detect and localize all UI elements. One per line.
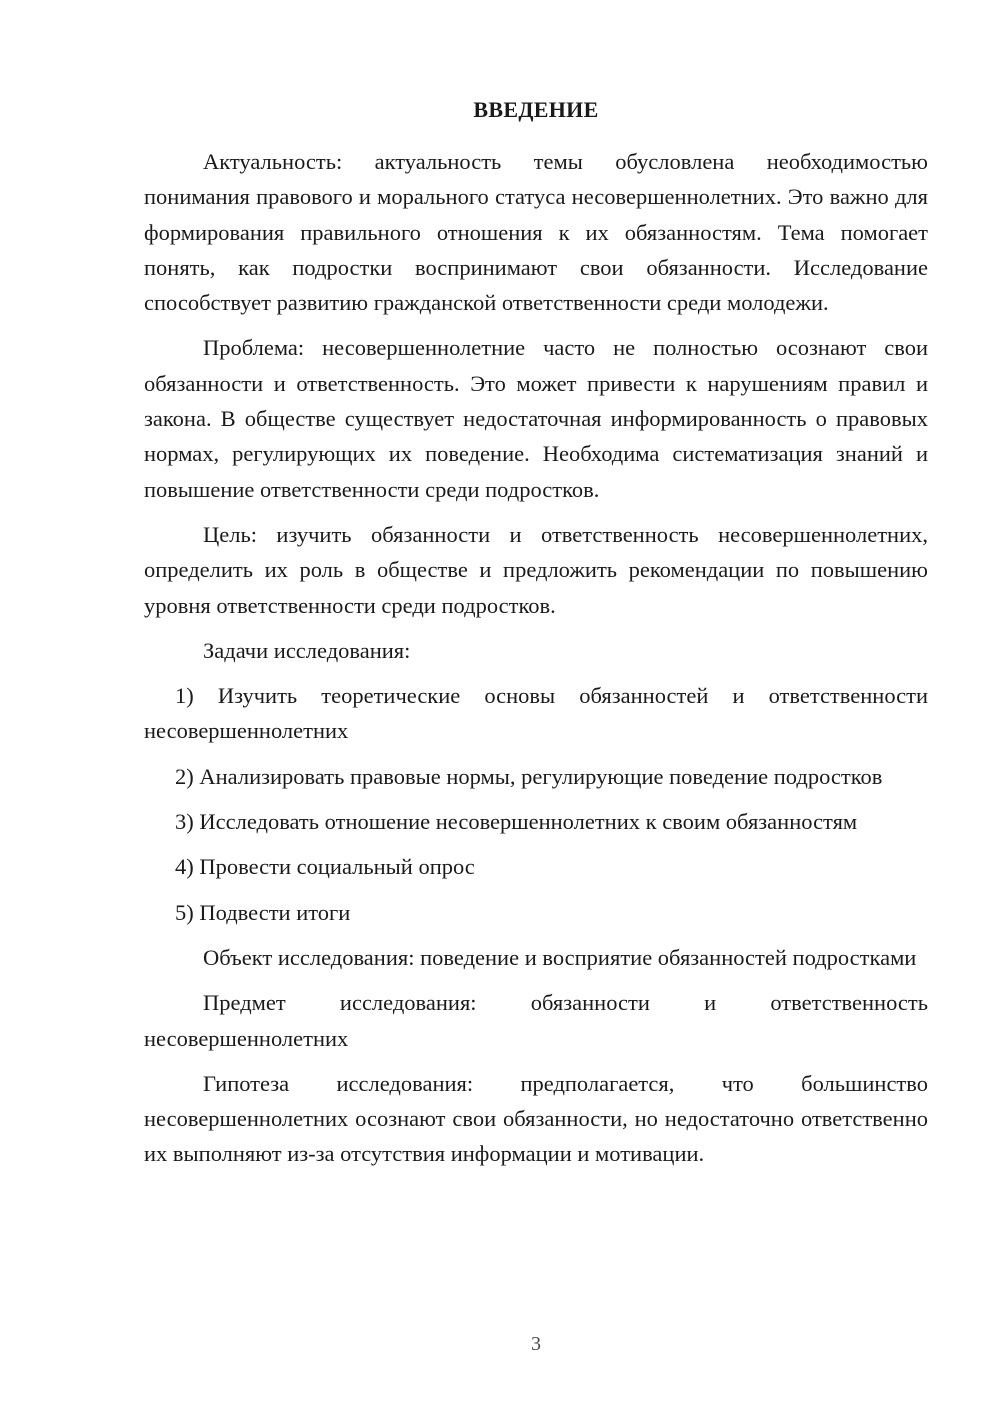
hypothesis-paragraph: Гипотеза исследования: предполагается, что большинство несовершеннолетних осознают свои обязанности, но недостаточно ответственно их выполняют из-за отсутствия информации и мотивации. (144, 1070, 928, 1167)
section-title: ВВЕДЕНИЕ (473, 97, 599, 122)
task-item-5: 5) Подвести итоги (175, 899, 351, 925)
task-item-1: 1) Изучить теоретические основы обязанностей и ответственности несовершеннолетних (144, 683, 928, 744)
task-item-3: 3) Исследовать отношение несовершеннолетних к своим обязанностям (175, 809, 858, 835)
goal-paragraph: Цель: изучить обязанности и ответственность несовершеннолетних, определить их роль в обществе и предложить рекомендации по повышению уровня ответственности среди подростков. (144, 521, 928, 618)
subject-paragraph: Предмет исследования: обязанности и ответственность несовершеннолетних (144, 990, 928, 1051)
task-item-2: 2) Анализировать правовые нормы, регулирующие поведение подростков (175, 763, 883, 789)
problem-paragraph: Проблема: несовершеннолетние часто не полностью осознают свои обязанности и ответственность. Это может привести к нарушениям правил и закона. В обществе существует недостаточная информированность о правовых нормах, регулирующих их поведение. Необходима систематизация знаний и повышение ответственности среди подростков. (144, 335, 928, 502)
page-number: 3 (531, 1333, 541, 1355)
page-content (144, 96, 928, 1182)
task-item-4: 4) Провести социальный опрос (175, 854, 475, 880)
object-paragraph: Объект исследования: поведение и восприятие обязанностей подростками (203, 944, 917, 970)
tasks-heading: Задачи исследования: (203, 637, 411, 663)
relevance-paragraph: Актуальность: актуальность темы обусловлена необходимостью понимания правового и морального статуса несовершеннолетних. Это важно для формирования правильного отношения к их обязанностям. Тема помогает понять, как подростки воспринимают свои обязанности. Исследование способствует развитию гражданской ответственности среди молодежи. (144, 149, 928, 316)
